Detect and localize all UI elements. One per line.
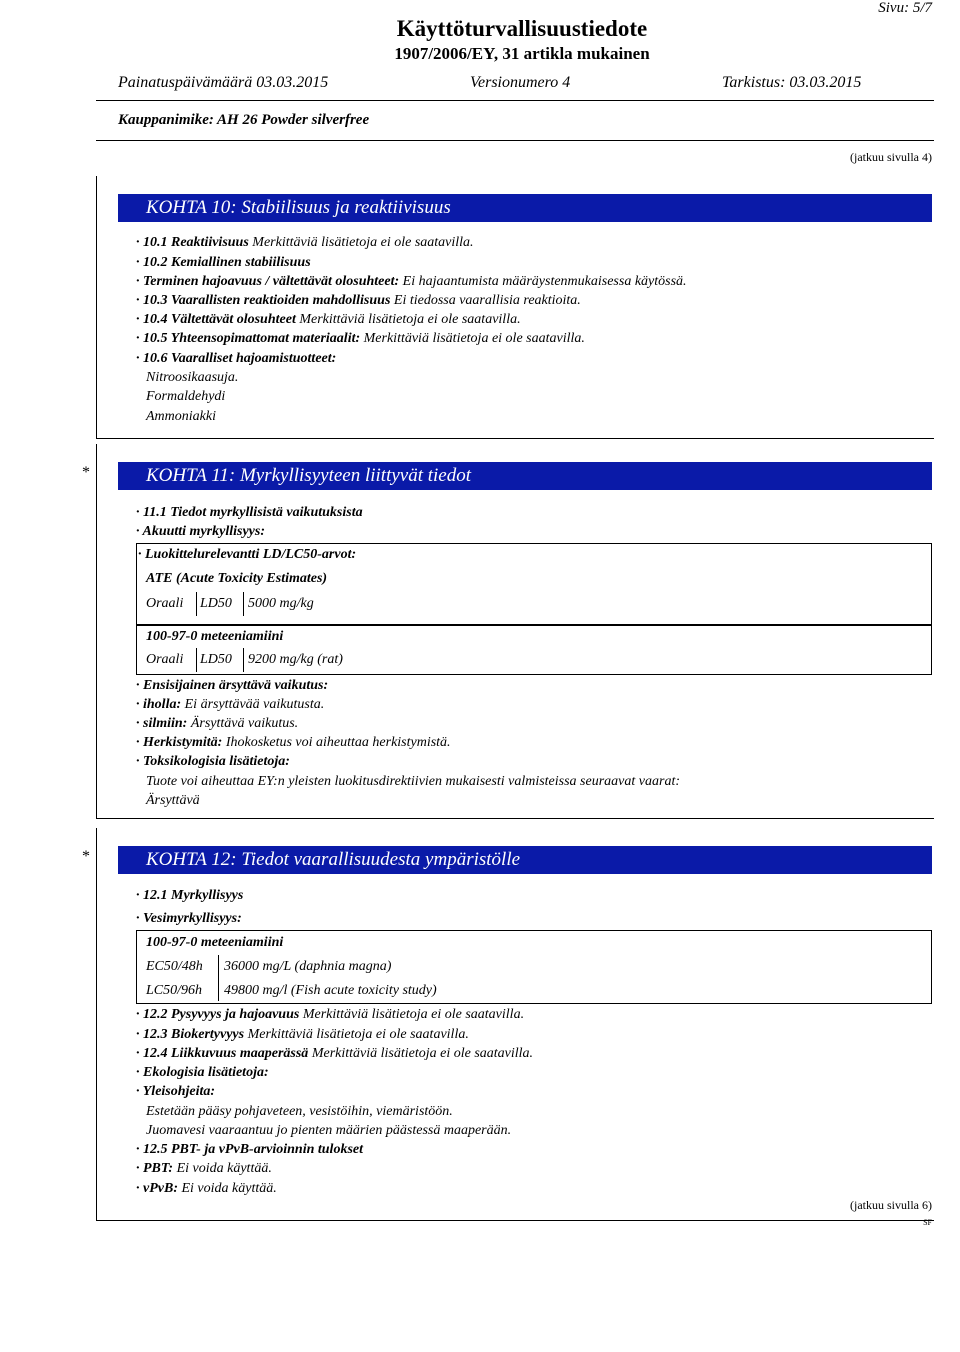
label: · 10.5 Yhteensopimattomat materiaalit: bbox=[136, 331, 361, 346]
s11-r2-route: Oraali bbox=[146, 652, 184, 667]
document-subtitle: 1907/2006/EY, 31 artikla mukainen bbox=[394, 44, 650, 63]
s11-toxic-effects bbox=[136, 504, 363, 522]
label: · 12.3 Biokertyvyys bbox=[136, 1027, 245, 1042]
s12-pbt bbox=[136, 1160, 272, 1178]
print-date: Painatuspäivämäärä 03.03.2015 bbox=[118, 74, 329, 91]
s10-product-2: Formaldehydi bbox=[146, 389, 226, 404]
s11-eyes bbox=[136, 715, 298, 733]
s12-eco-info bbox=[136, 1064, 269, 1082]
s11-tox-irritant: Ärsyttävä bbox=[146, 793, 200, 808]
label: · 10.2 Kemiallinen stabiilisuus bbox=[136, 255, 311, 270]
label: · 12.1 Myrkyllisyys bbox=[136, 888, 244, 903]
s11-acute-toxicity bbox=[136, 523, 265, 541]
page-number: Sivu: 5/7 bbox=[878, 0, 932, 16]
value: Merkittäviä lisätietoja ei ole saatavilla. bbox=[295, 312, 521, 327]
header-rule-1 bbox=[96, 100, 934, 101]
label: · PBT: bbox=[136, 1161, 174, 1176]
continued-from: (jatkuu sivulla 4) bbox=[850, 150, 932, 164]
s10-product-3: Ammoniakki bbox=[146, 409, 216, 424]
s12-r2-value: 49800 mg/l (Fish acute toxicity study) bbox=[224, 983, 437, 998]
s11-tox-text: Tuote voi aiheuttaa EY:n yleisten luokitusdirektiivien mukaisesti valmisteissa seuraavat vaarat: bbox=[146, 774, 680, 789]
section11-title: KOHTA 11: Myrkyllisyyteen liittyvät tiedot bbox=[118, 462, 932, 490]
label: · 11.1 Tiedot myrkyllisistä vaikutuksista bbox=[136, 505, 363, 520]
label: · 10.4 Vältettävät olosuhteet bbox=[136, 312, 296, 327]
revision-date: Tarkistus: 03.03.2015 bbox=[722, 74, 862, 91]
s10-incompatible bbox=[136, 330, 585, 348]
value: Merkittäviä lisätietoja ei ole saatavilla. bbox=[248, 235, 474, 250]
section10-title: KOHTA 10: Stabiilisuus ja reaktiivisuus bbox=[118, 194, 932, 222]
s12-general-2: Juomavesi vaaraantuu jo pienten määrien päästessä maaperään. bbox=[146, 1123, 512, 1138]
s12-substance bbox=[146, 934, 283, 952]
s10-stability bbox=[136, 254, 311, 272]
label: · silmiin: bbox=[136, 716, 188, 731]
section10-left-rule bbox=[96, 176, 97, 438]
document-title: Käyttöturvallisuustiedote bbox=[396, 16, 648, 41]
value: Ei tiedossa vaarallisia reaktioita. bbox=[390, 293, 581, 308]
s12-r1-value: 36000 mg/L (daphnia magna) bbox=[224, 959, 392, 974]
label: · Herkistymitä: bbox=[136, 735, 223, 750]
version-number: Versionumero 4 bbox=[470, 74, 571, 91]
cell-divider bbox=[243, 592, 244, 616]
cell-divider bbox=[218, 955, 219, 1001]
label: · vPvB: bbox=[136, 1181, 178, 1196]
s12-pbt-results bbox=[136, 1141, 363, 1159]
continued-to: (jatkuu sivulla 6) bbox=[850, 1198, 932, 1212]
cell-divider bbox=[196, 648, 197, 672]
s11-skin bbox=[136, 696, 324, 714]
label: · Terminen hajoavuus / vältettävät olosuhteet: bbox=[136, 274, 400, 289]
s11-r2-type: LD50 bbox=[200, 652, 232, 667]
label: · 12.2 Pysyvyys ja hajoavuus bbox=[136, 1007, 300, 1022]
section12-bottom-rule bbox=[96, 1220, 934, 1221]
section11-left-rule bbox=[96, 444, 97, 818]
label: · 10.3 Vaarallisten reaktioiden mahdollisuus bbox=[136, 293, 391, 308]
label: · Toksikologisia lisätietoja: bbox=[136, 754, 290, 769]
value: Ei voida käyttää. bbox=[177, 1181, 277, 1196]
cell-divider bbox=[243, 648, 244, 672]
s10-reactivity bbox=[136, 234, 474, 252]
label: · 12.4 Liikkuvuus maaperässä bbox=[136, 1046, 309, 1061]
s10-decomposition bbox=[136, 350, 336, 368]
section10-bottom-rule bbox=[96, 438, 934, 439]
trade-name: Kauppanimike: AH 26 Powder silverfree bbox=[118, 112, 370, 128]
label: · 10.1 Reaktiivisuus bbox=[136, 235, 249, 250]
section12-title: KOHTA 12: Tiedot vaarallisuudesta ympäristölle bbox=[118, 846, 932, 874]
s11-substance bbox=[146, 628, 283, 646]
label: · Luokittelurelevantti LD/LC50-arvot: bbox=[138, 547, 357, 562]
label: · Akuutti myrkyllisyys: bbox=[136, 524, 265, 539]
revision-marker: * bbox=[82, 848, 90, 865]
s12-vpvb bbox=[136, 1180, 277, 1198]
s12-general bbox=[136, 1083, 215, 1101]
s12-bioaccumulation bbox=[136, 1026, 469, 1044]
value: Ei ärsyttävää vaikutusta. bbox=[181, 697, 325, 712]
section12-left-rule bbox=[96, 828, 97, 1220]
s10-product-1: Nitroosikaasuja. bbox=[146, 370, 239, 385]
s12-r1-type: EC50/48h bbox=[146, 959, 203, 974]
label: · 10.6 Vaaralliset hajoamistuotteet: bbox=[136, 351, 337, 366]
label: · Ekologisia lisätietoja: bbox=[136, 1065, 269, 1080]
header-rule-2 bbox=[96, 140, 934, 141]
value: Ei voida käyttää. bbox=[173, 1161, 272, 1176]
value: Ihokosketus voi aiheuttaa herkistymistä. bbox=[222, 735, 451, 750]
revision-marker: * bbox=[82, 464, 90, 481]
label: ATE (Acute Toxicity Estimates) bbox=[146, 571, 328, 586]
s12-toxicity bbox=[136, 887, 243, 905]
s11-r1-route: Oraali bbox=[146, 596, 184, 611]
value: Merkittäviä lisätietoja ei ole saatavilla. bbox=[360, 331, 585, 346]
value: Merkittäviä lisätietoja ei ole saatavilla. bbox=[299, 1007, 525, 1022]
label: · Yleisohjeita: bbox=[136, 1084, 216, 1099]
s11-r1-value: 5000 mg/kg bbox=[248, 596, 314, 611]
s11-sensitisation bbox=[136, 734, 451, 752]
s11-primary-irritant bbox=[136, 677, 328, 695]
label: 100-97-0 meteeniamiini bbox=[146, 629, 284, 644]
s12-general-1: Estetään pääsy pohjaveteen, vesistöihin, viemäristöön. bbox=[146, 1104, 453, 1119]
value: Merkittäviä lisätietoja ei ole saatavilla. bbox=[244, 1027, 469, 1042]
s12-r2-type: LC50/96h bbox=[146, 983, 203, 998]
value: Ärsyttävä vaikutus. bbox=[187, 716, 299, 731]
s11-r2-value: 9200 mg/kg (rat) bbox=[248, 652, 343, 667]
label: · Vesimyrkyllisyys: bbox=[136, 911, 242, 926]
label: · 12.5 PBT- ja vPvB-arvioinnin tulokset bbox=[136, 1142, 363, 1157]
label: · Ensisijainen ärsyttävä vaikutus: bbox=[136, 678, 329, 693]
s11-box-heading bbox=[138, 546, 356, 564]
language-code: SF bbox=[923, 1218, 932, 1227]
s11-ate bbox=[146, 570, 327, 588]
s12-mobility bbox=[136, 1045, 533, 1063]
s10-thermal bbox=[136, 273, 687, 291]
s11-r1-type: LD50 bbox=[200, 596, 232, 611]
cell-divider bbox=[196, 592, 197, 616]
s11-tox-info bbox=[136, 753, 290, 771]
s10-hazardous-reactions bbox=[136, 292, 581, 310]
s12-aquatic bbox=[136, 910, 242, 928]
label: · iholla: bbox=[136, 697, 182, 712]
value: Merkittäviä lisätietoja ei ole saatavilla. bbox=[308, 1046, 534, 1061]
label: 100-97-0 meteeniamiini bbox=[146, 935, 284, 950]
value: Ei hajaantumista määräystenmukaisessa käytössä. bbox=[399, 274, 687, 289]
s10-conditions-avoid bbox=[136, 311, 521, 329]
section11-bottom-rule bbox=[96, 818, 934, 819]
s12-persistence bbox=[136, 1006, 524, 1024]
